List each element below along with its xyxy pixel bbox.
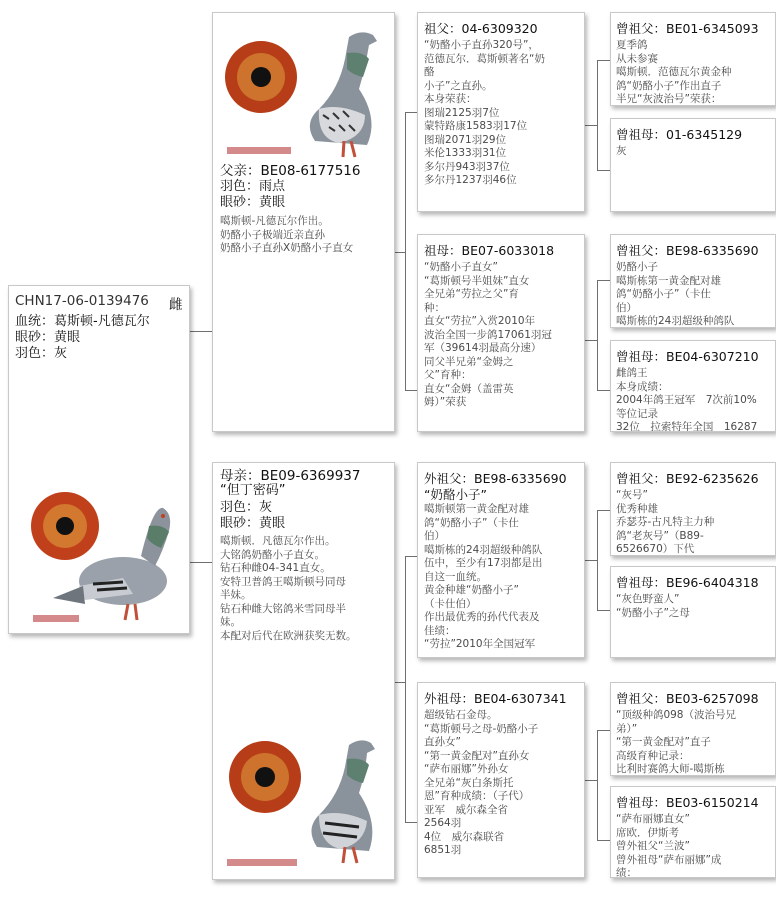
great-grandsire-2-text: 奶酪小子 噶斯栋第一黄金配对雄 鸽“奶酪小子”（卡仕 伯） 噶斯栋的24羽超级种鸽队 (616, 261, 735, 327)
connector (405, 112, 406, 390)
great-grandsire-1-title: 曾祖父：BE01-6345093 (616, 21, 759, 36)
dam-notes: 噶斯顿．凡德瓦尔作出。 大铭鸽奶酪小子直女。 钻石种雌04-341直女。 安特卫普鸽王噶斯顿号同母 半妹。 钻石种雌大铭鸽米雪同母半 妹。 本配对后代在欧洲获奖无数。 (220, 535, 357, 642)
connector (405, 112, 417, 113)
connector (585, 780, 597, 781)
connector (405, 556, 406, 822)
dam-pigeon-photo (219, 723, 389, 873)
sire-color: 羽色：雨点 (220, 179, 286, 194)
granddam-maternal-card (417, 682, 585, 878)
connector (585, 125, 597, 126)
subject-eye: 眼砂：黄眼 (15, 330, 81, 345)
subject-sex: 雌 (169, 297, 183, 313)
subject-bloodline: 血统：葛斯顿-凡德瓦尔 (15, 314, 150, 329)
great-grandsire-3-title: 曾祖父：BE92-6235626 (616, 471, 759, 486)
connector (597, 60, 610, 61)
connector (597, 280, 598, 390)
great-granddam-2-card (610, 340, 776, 432)
granddam-maternal-title: 外祖母：BE04-6307341 (424, 691, 567, 706)
great-granddam-4-title: 曾祖母：BE03-6150214 (616, 795, 759, 810)
connector (597, 730, 598, 840)
connector (395, 252, 405, 253)
connector (405, 390, 417, 391)
sire-pigeon-photo (219, 19, 389, 163)
granddam-paternal-text: “奶酪小子直女” “葛斯顿号半姐妹”直女 全兄弟“劳拉之父”育 种： 直女“劳拉”入赏2010年 波治全国一步鸽17061羽冠 军（39614羽最高分速） 同父半兄弟“金姆之 父”育种： 直女“金姆（盖雷英 姆）”荣获 (424, 261, 552, 408)
connector (597, 840, 610, 841)
connector (597, 610, 610, 611)
subject-pigeon-photo (23, 486, 181, 628)
grandsire-maternal-title: 外祖父：BE98-6335690 (424, 471, 567, 486)
great-grandsire-1-card (610, 12, 776, 106)
sire-card (212, 12, 395, 432)
grandsire-maternal-nickname: “奶酪小子” (424, 487, 487, 502)
great-granddam-3-text: “灰色野蛮人” “奶酪小子”之母 (616, 593, 690, 619)
great-grandsire-2-title: 曾祖父：BE98-6335690 (616, 243, 759, 258)
connector (190, 331, 212, 332)
grandsire-paternal-title: 祖父：04-6309320 (424, 21, 538, 36)
connector (597, 170, 610, 171)
granddam-paternal-card (417, 234, 585, 432)
sire-eye: 眼砂：黄眼 (220, 195, 286, 210)
connector (190, 562, 212, 563)
connector (597, 60, 598, 170)
great-granddam-3-card (610, 566, 776, 658)
great-granddam-2-text: 雌鸽王 本身成绩： 2004年鸽王冠军 7次前10% 等位记录 32位 拉索特年全国 16287 (616, 367, 758, 431)
grandsire-maternal-card (417, 462, 585, 658)
great-granddam-4-card (610, 786, 776, 878)
great-granddam-1-title: 曾祖母：01-6345129 (616, 127, 743, 142)
connector (597, 390, 610, 391)
connector (395, 682, 405, 683)
grandsire-paternal-card (417, 12, 585, 212)
great-grandsire-4-card (610, 682, 776, 776)
dam-ring: 母亲：BE09-6369937 (220, 468, 361, 484)
connector (585, 560, 597, 561)
dam-nickname: “但丁密码” (220, 483, 286, 498)
great-granddam-3-title: 曾祖母：BE96-6404318 (616, 575, 759, 590)
connector (597, 730, 610, 731)
connector (597, 280, 610, 281)
granddam-paternal-title: 祖母：BE07-6033018 (424, 243, 555, 258)
connector (597, 510, 610, 511)
subject-color: 羽色：灰 (15, 346, 68, 361)
grandsire-maternal-text: 噶斯顿第一黄金配对雄 鸽“奶酪小子”（卡仕 伯） 噶斯栋的24羽超级种鸽队 伍中，至少有17羽都是出 自这一血统。 黄金种雄“奶酪小子” （卡仕伯） 作出最优秀的孙代代表及 佳绩： “劳拉”2010年全国冠军 (424, 503, 543, 650)
grandsire-paternal-text: “奶酪小子直孙320号”， 范德瓦尔．葛斯顿著名“奶 酪 小子”之直孙。 本身荣获： 图瑞2125羽7位 蒙特路康1583羽17位 图瑞2071羽29位 米伦1333羽31位 多尔丹943羽37位 多尔丹1237羽46位 (424, 39, 545, 186)
connector (405, 556, 417, 557)
subject-card (8, 285, 190, 634)
great-grandsire-4-text: “顶级种鸽098（波治号兄 弟）” “第一黄金配对”直子 高级育种记录： 比利时赛鸽大师-噶斯栋 (616, 709, 736, 775)
great-grandsire-1-text: 夏季鸽 从未参赛 噶斯顿．范德瓦尔黄金种 鸽“奶酪小子”作出直子 半兄“灰波治号”荣获： (616, 39, 732, 105)
great-granddam-1-text: 灰 (616, 145, 627, 157)
sire-notes: 噶斯顿-凡德瓦尔作出。 奶酪小子极端近亲直孙 奶酪小子直孙X奶酪小子直女 (220, 215, 354, 254)
great-grandsire-3-text: “灰号” 优秀种雄 乔瑟芬-古凡特主力种 鸽“老灰号”（B89- 6526670）下代 (616, 489, 715, 555)
subject-ring: CHN17-06-0139476 (15, 293, 149, 309)
dam-eye: 眼砂：黄眼 (220, 516, 286, 531)
sire-ring: 父亲：BE08-6177516 (220, 163, 361, 179)
great-grandsire-4-title: 曾祖父：BE03-6257098 (616, 691, 759, 706)
great-grandsire-3-card (610, 462, 776, 556)
granddam-maternal-text: 超级钻石金母。 “葛斯顿号之母-奶酪小子 直孙女” “第一黄金配对”直孙女 “萨布丽娜”外孙女 全兄弟“灰白条斯托 恩”育种成绩：（子代） 亚军 威尔森全省 2564羽 4位 威尔森联省 6851羽 (424, 709, 539, 856)
great-granddam-2-title: 曾祖母：BE04-6307210 (616, 349, 759, 364)
dam-card (212, 462, 395, 880)
great-granddam-1-card (610, 118, 776, 212)
great-granddam-4-text: “萨布丽娜直女” 席欧．伊斯考 曾外祖父“兰波” 曾外祖母“萨布丽娜”成 绩： (616, 813, 722, 877)
connector (585, 340, 597, 341)
great-grandsire-2-card (610, 234, 776, 328)
connector (597, 510, 598, 610)
dam-color: 羽色：灰 (220, 500, 273, 515)
connector (405, 822, 417, 823)
